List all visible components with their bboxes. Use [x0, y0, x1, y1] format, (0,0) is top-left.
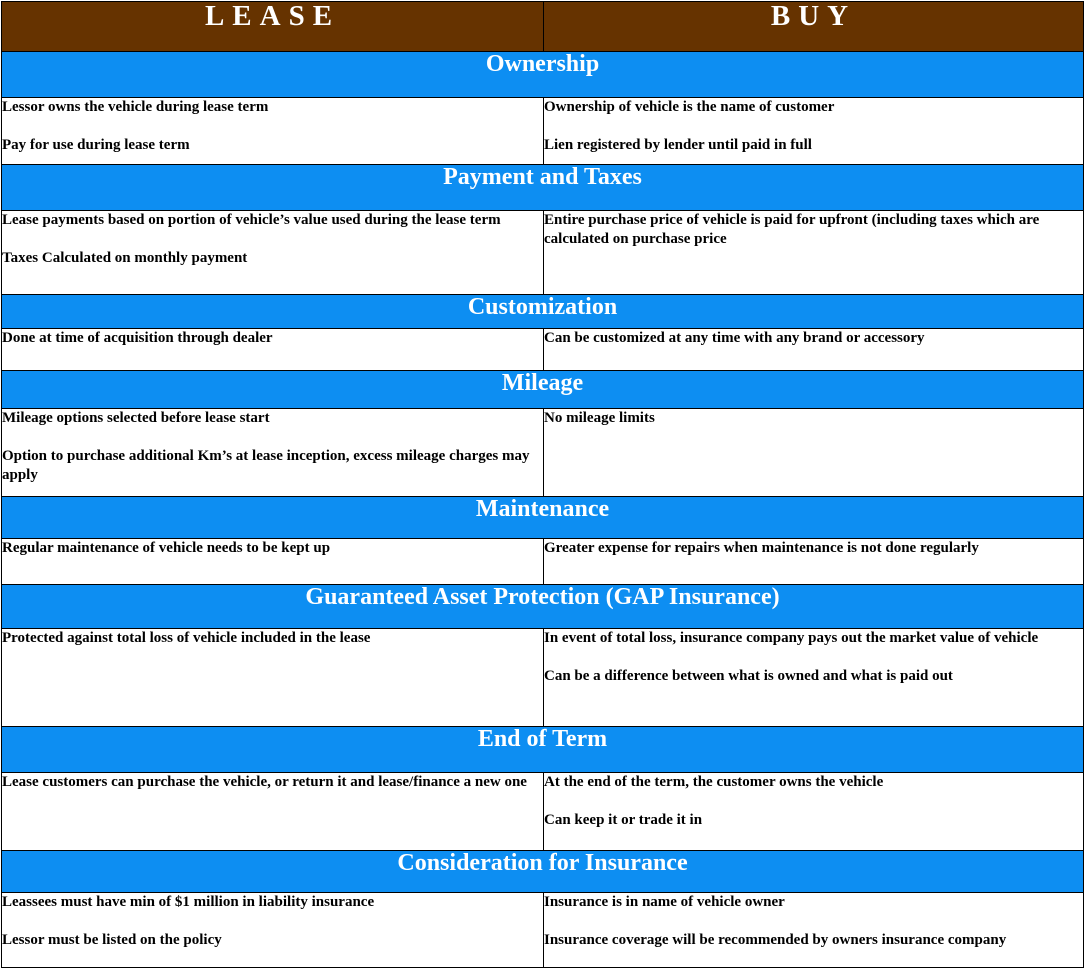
lease-cell — [2, 629, 544, 727]
buy-point: No mileage limits — [544, 410, 655, 426]
comparison-row — [2, 211, 1084, 295]
lease-point: Lease customers can purchase the vehicle, or return it and lease/finance a new one — [2, 774, 527, 790]
buy-point: Lien registered by lender until paid in full — [544, 137, 812, 153]
lease-cell — [2, 211, 544, 295]
lease-point: Done at time of acquisition through dealer — [2, 330, 273, 346]
section-row — [2, 165, 1084, 211]
buy-cell — [544, 98, 1084, 165]
comparison-row — [2, 893, 1084, 968]
lease-cell — [2, 409, 544, 497]
comparison-row — [2, 539, 1084, 585]
section-title: Consideration for Insurance — [2, 851, 1084, 893]
lease-vs-buy-table — [1, 1, 1084, 968]
section-title: Payment and Taxes — [2, 165, 1084, 211]
buy-cell — [544, 893, 1084, 968]
section-row — [2, 727, 1084, 773]
section-title: Ownership — [2, 52, 1084, 98]
section-title: Guaranteed Asset Protection (GAP Insurance) — [2, 585, 1084, 629]
comparison-row — [2, 409, 1084, 497]
comparison-row — [2, 629, 1084, 727]
section-row — [2, 497, 1084, 539]
lease-cell — [2, 329, 544, 371]
buy-point: Can keep it or trade it in — [544, 812, 703, 828]
comparison-row — [2, 98, 1084, 165]
buy-cell — [544, 539, 1084, 585]
lease-cell — [2, 539, 544, 585]
header-row — [2, 2, 1084, 52]
section-row — [2, 52, 1084, 98]
lease-point: Lessor must be listed on the policy — [2, 932, 222, 948]
lease-point: Pay for use during lease term — [2, 137, 190, 153]
buy-point: Insurance is in name of vehicle owner — [544, 894, 785, 910]
buy-cell — [544, 629, 1084, 727]
buy-point: Entire purchase price of vehicle is paid for upfront (including taxes which are calculated on purchase price — [544, 212, 1040, 247]
buy-point: At the end of the term, the customer owns the vehicle — [544, 774, 884, 790]
lease-column-header: LEASE — [2, 2, 544, 52]
lease-point: Taxes Calculated on monthly payment — [2, 250, 248, 266]
lease-point: Leassees must have min of $1 million in liability insurance — [2, 894, 375, 910]
comparison-row — [2, 329, 1084, 371]
lease-point: Lessor owns the vehicle during lease term — [2, 99, 269, 115]
lease-cell — [2, 773, 544, 851]
buy-cell — [544, 773, 1084, 851]
buy-cell — [544, 211, 1084, 295]
buy-cell — [544, 329, 1084, 371]
buy-cell — [544, 409, 1084, 497]
lease-point: Protected against total loss of vehicle included in the lease — [2, 630, 371, 646]
section-row — [2, 295, 1084, 329]
section-row — [2, 371, 1084, 409]
lease-point: Option to purchase additional Km’s at lease inception, excess mileage charges may apply — [2, 448, 530, 483]
section-title: End of Term — [2, 727, 1084, 773]
lease-point: Regular maintenance of vehicle needs to be kept up — [2, 540, 331, 556]
buy-point: Can be customized at any time with any brand or accessory — [544, 330, 925, 346]
lease-point: Lease payments based on portion of vehicle’s value used during the lease term — [2, 212, 501, 228]
section-title: Maintenance — [2, 497, 1084, 539]
section-row — [2, 585, 1084, 629]
buy-point: Can be a difference between what is owned and what is paid out — [544, 668, 953, 684]
section-title: Customization — [2, 295, 1084, 329]
buy-point: Ownership of vehicle is the name of customer — [544, 99, 835, 115]
buy-point: Insurance coverage will be recommended by owners insurance company — [544, 932, 1007, 948]
buy-point: Greater expense for repairs when maintenance is not done regularly — [544, 540, 979, 556]
comparison-row — [2, 773, 1084, 851]
section-row — [2, 851, 1084, 893]
section-title: Mileage — [2, 371, 1084, 409]
buy-point: In event of total loss, insurance company pays out the market value of vehicle — [544, 630, 1039, 646]
lease-point: Mileage options selected before lease start — [2, 410, 270, 426]
lease-cell — [2, 98, 544, 165]
buy-column-header: BUY — [544, 2, 1084, 52]
lease-cell — [2, 893, 544, 968]
